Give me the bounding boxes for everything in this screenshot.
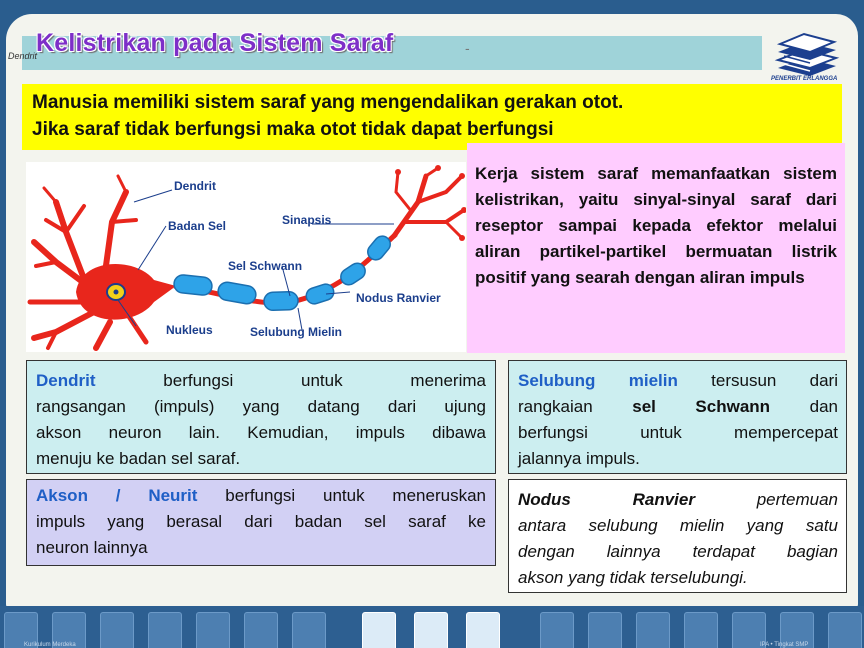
label-dendrit: Dendrit [174,179,216,193]
deco-tile-light [466,612,500,648]
dendrit-line-2: rangsangan (impuls) yang datang dari ujung [36,397,486,416]
selubung-line-3: berfungsi untuk mempercepat [518,423,838,442]
selubung-l2a: rangkaian [518,397,593,416]
kerja-panel [467,143,845,353]
deco-tile [148,612,182,648]
dendrit-text [36,368,486,472]
publisher-name: PENERBIT ERLANGGA [771,76,838,82]
deco-tile [244,612,278,648]
page-title: Kelistrikan pada Sistem Saraf [36,29,394,57]
selubung-line-2 [518,394,838,420]
title-dash: - [465,40,470,56]
selubung-line-4: jalannya impuls. [518,449,640,468]
dendrit-l1: berfungsi untuk menerima [163,371,486,390]
dendrit-line-4: menuju ke badan sel saraf. [36,449,241,468]
deco-tile [636,612,670,648]
deco-tile [828,612,862,648]
dendrit-line-3: akson neuron lain. Kemudian, impuls dibawa [36,423,486,442]
selubung-l2c: dan [809,397,838,416]
kerja-text: Kerja sistem saraf memanfaatkan sistem kelistrikan, yaitu sinyal-sinyal saraf dari reseptor sampai kepada efektor melalui aliran partikel-partikel bermuatan listrik positif yang searah dengan aliran impuls [475,164,837,287]
nodus-box [508,479,847,593]
deco-tile [588,612,622,648]
dendrit-line-1 [36,368,486,394]
akson-term: Akson / Neurit [36,486,198,505]
nodus-line-3: dengan lainnya terdapat bagian [518,542,838,561]
selubung-l2b: sel Schwann [632,397,771,416]
footer-left: Kurikulum Merdeka [24,642,76,648]
deco-tile [684,612,718,648]
nodus-line-4: akson yang tidak terselubungi. [518,568,748,587]
intro-line-1: Manusia memiliki sistem saraf yang mengendalikan gerakan otot. [32,92,624,113]
intro-line-2: Jika saraf tidak berfungsi maka otot tidak dapat berfungsi [32,119,554,140]
label-sel-schwann: Sel Schwann [228,259,303,273]
nodus-term: Nodus Ranvier [518,490,695,509]
selubung-line-1 [518,368,838,394]
nodus-l1: pertemuan [756,490,838,509]
selubung-box [508,360,847,474]
deco-tile [292,612,326,648]
footer-right: IPA • Tingkat SMP [760,642,809,648]
deco-tile-light [414,612,448,648]
neuron-diagram [26,162,466,352]
deco-tile [540,612,574,648]
selubung-term: Selubung mielin [518,371,678,390]
label-nodus-ranvier: Nodus Ranvier [356,291,441,305]
akson-line-1 [36,483,486,509]
dendrit-term: Dendrit [36,371,96,390]
akson-line-2: impuls yang berasal dari badan sel saraf ke [36,512,486,531]
akson-l1: berfungsi untuk meneruskan [225,486,486,505]
title-small-label: Dendrit [8,51,38,61]
deco-tile [100,612,134,648]
nodus-line-2: antara selubung mielin yang satu [518,516,838,535]
selubung-text [518,368,838,472]
intro-banner [22,84,842,150]
deco-tile-light [362,612,396,648]
akson-text [36,483,486,561]
deco-tile [196,612,230,648]
nodus-line-1 [518,487,838,513]
akson-line-3: neuron lainnya [36,538,148,557]
label-badan-sel: Badan Sel [168,219,227,233]
dendrit-box [26,360,496,474]
label-nukleus: Nukleus [166,323,213,337]
selubung-l1: tersusun dari [711,371,838,390]
label-sinapsis: Sinapsis [282,213,332,227]
nodus-text [518,487,838,591]
akson-box [26,479,496,566]
label-selubung-mielin: Selubung Mielin [250,325,342,339]
